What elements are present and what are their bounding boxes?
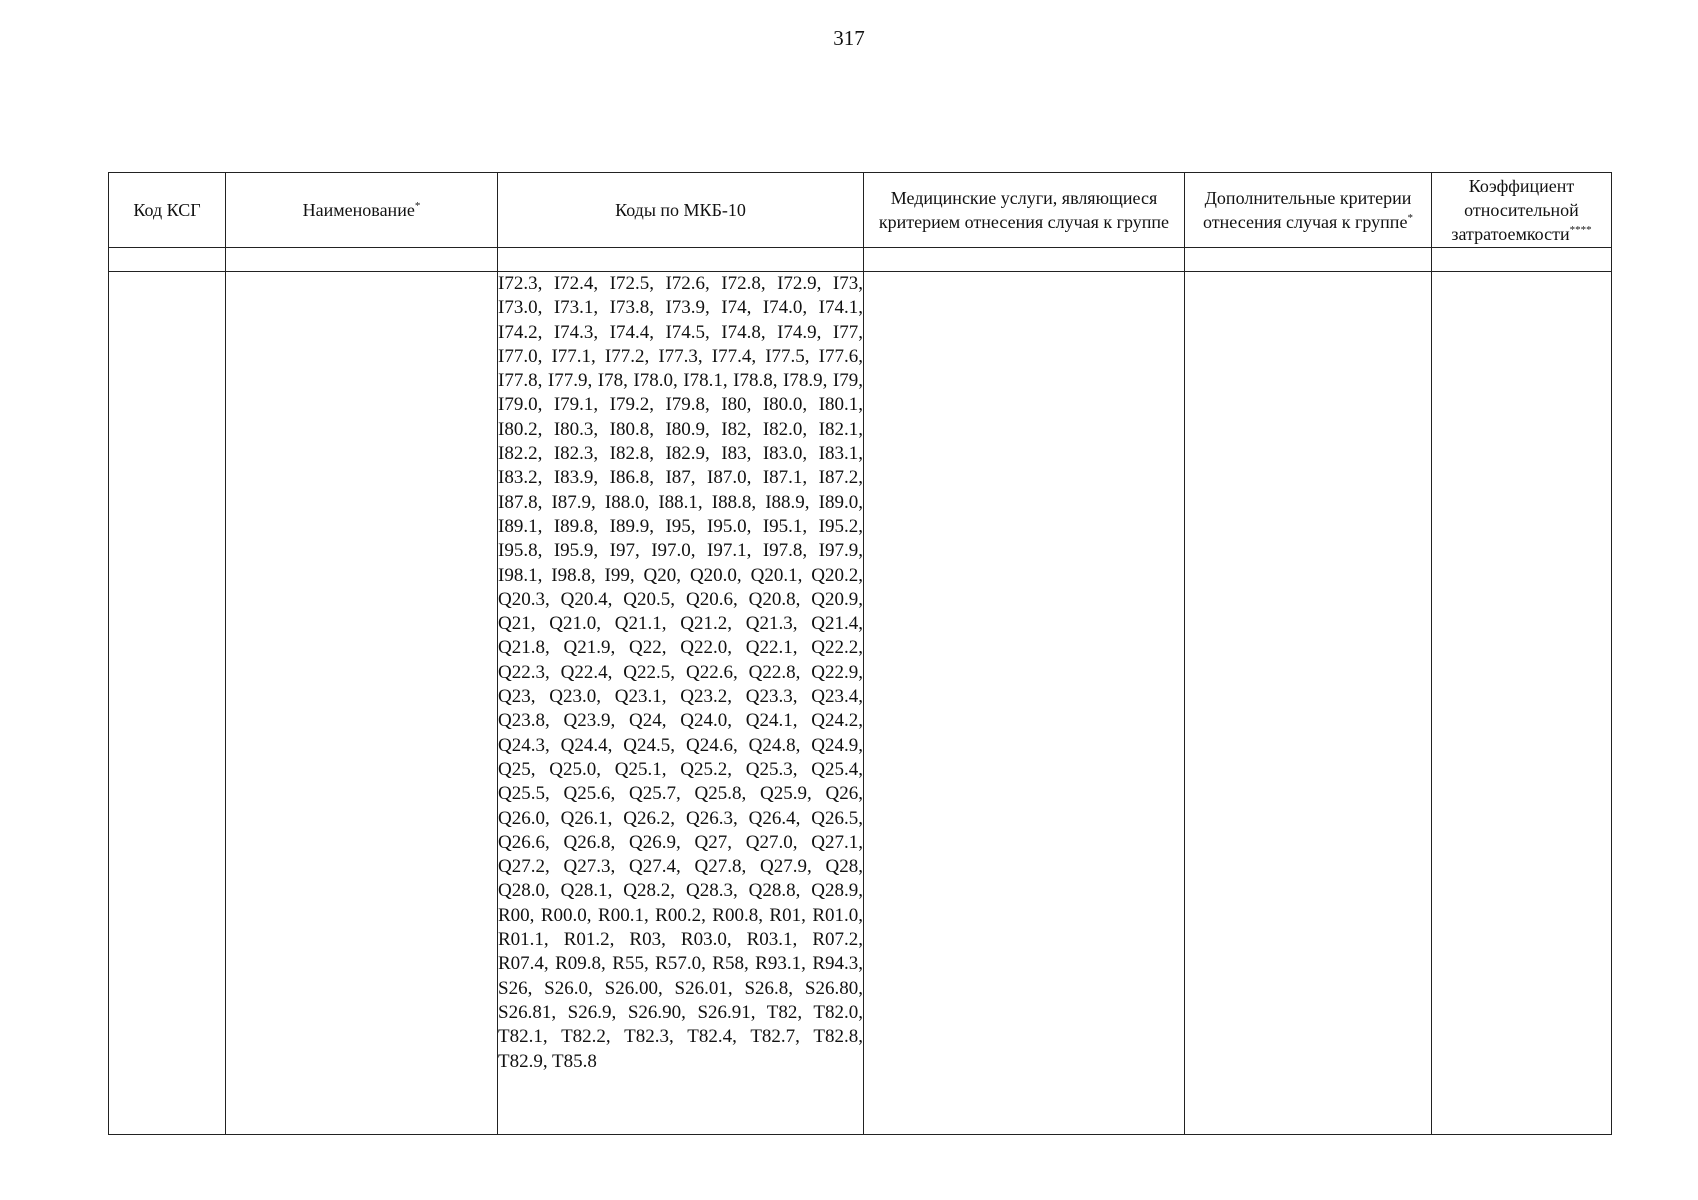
header-ksg-code: Код КСГ	[109, 173, 226, 248]
header-row	[109, 173, 1612, 248]
ksg-table	[108, 172, 1612, 1135]
header-icd-codes: Коды по МКБ-10	[498, 173, 864, 248]
spacer-row	[109, 248, 1612, 272]
table-row	[109, 272, 1612, 1135]
cell-icd-codes: I72.3, I72.4, I72.5, I72.6, I72.8, I72.9, I73, I73.0, I73.1, I73.8, I73.9, I74, I74.0, I74.1, I74.2, I74.3, I74.4, I74.5, I74.8, I74.9, I77, I77.0, I77.1, I77.2, I77.3, I77.4, I77.5, I77.6, I77.8, I77.9, I78, I78.0, I78.1, I78.8, I78.9, I79, I79.0, I79.1, I79.2, I79.8, I80, I80.0, I80.1, I80.2, I80.3, I80.8, I80.9, I82, I82.0, I82.1, I82.2, I82.3, I82.8, I82.9, I83, I83.0, I83.1, I83.2, I83.9, I86.8, I87, I87.0, I87.1, I87.2, I87.8, I87.9, I88.0, I88.1, I88.8, I88.9, I89.0, I89.1, I89.8, I89.9, I95, I95.0, I95.1, I95.2, I95.8, I95.9, I97, I97.0, I97.1, I97.8, I97.9, I98.1, I98.8, I99, Q20, Q20.0, Q20.1, Q20.2, Q20.3, Q20.4, Q20.5, Q20.6, Q20.8, Q20.9, Q21, Q21.0, Q21.1, Q21.2, Q21.3, Q21.4, Q21.8, Q21.9, Q22, Q22.0, Q22.1, Q22.2, Q22.3, Q22.4, Q22.5, Q22.6, Q22.8, Q22.9, Q23, Q23.0, Q23.1, Q23.2, Q23.3, Q23.4, Q23.8, Q23.9, Q24, Q24.0, Q24.1, Q24.2, Q24.3, Q24.4, Q24.5, Q24.6, Q24.8, Q24.9, Q25, Q25.0, Q25.1, Q25.2, Q25.3, Q25.4, Q25.5, Q25.6, Q25.7, Q25.8, Q25.9, Q26, Q26.0, Q26.1, Q26.2, Q26.3, Q26.4, Q26.5, Q26.6, Q26.8, Q26.9, Q27, Q27.0, Q27.1, Q27.2, Q27.3, Q27.4, Q27.8, Q27.9, Q28, Q28.0, Q28.1, Q28.2, Q28.3, Q28.8, Q28.9, R00, R00.0, R00.1, R00.2, R00.8, R01, R01.0, R01.1, R01.2, R03, R03.0, R03.1, R07.2, R07.4, R09.8, R55, R57.0, R58, R93.1, R94.3, S26, S26.0, S26.00, S26.01, S26.8, S26.80, S26.81, S26.9, S26.90, S26.91, T82, T82.0, T82.1, T82.2, T82.3, T82.4, T82.7, T82.8, T82.9, T85.8	[498, 272, 864, 1135]
page-number: 317	[833, 26, 865, 50]
cell-extra-criteria	[1185, 272, 1432, 1135]
cell-medical-services	[864, 272, 1185, 1135]
header-name: Наименование*	[226, 173, 498, 248]
header-medical-services: Медицинские услуги, являющиеся критерием отнесения случая к группе	[864, 173, 1185, 248]
header-extra-criteria: Дополнительные критерии отнесения случая к группе*	[1185, 173, 1432, 248]
cell-ksg-code	[109, 272, 226, 1135]
header-coefficient: Коэффициент относительной затратоемкости****	[1432, 173, 1612, 248]
cell-coefficient	[1432, 272, 1612, 1135]
cell-name	[226, 272, 498, 1135]
